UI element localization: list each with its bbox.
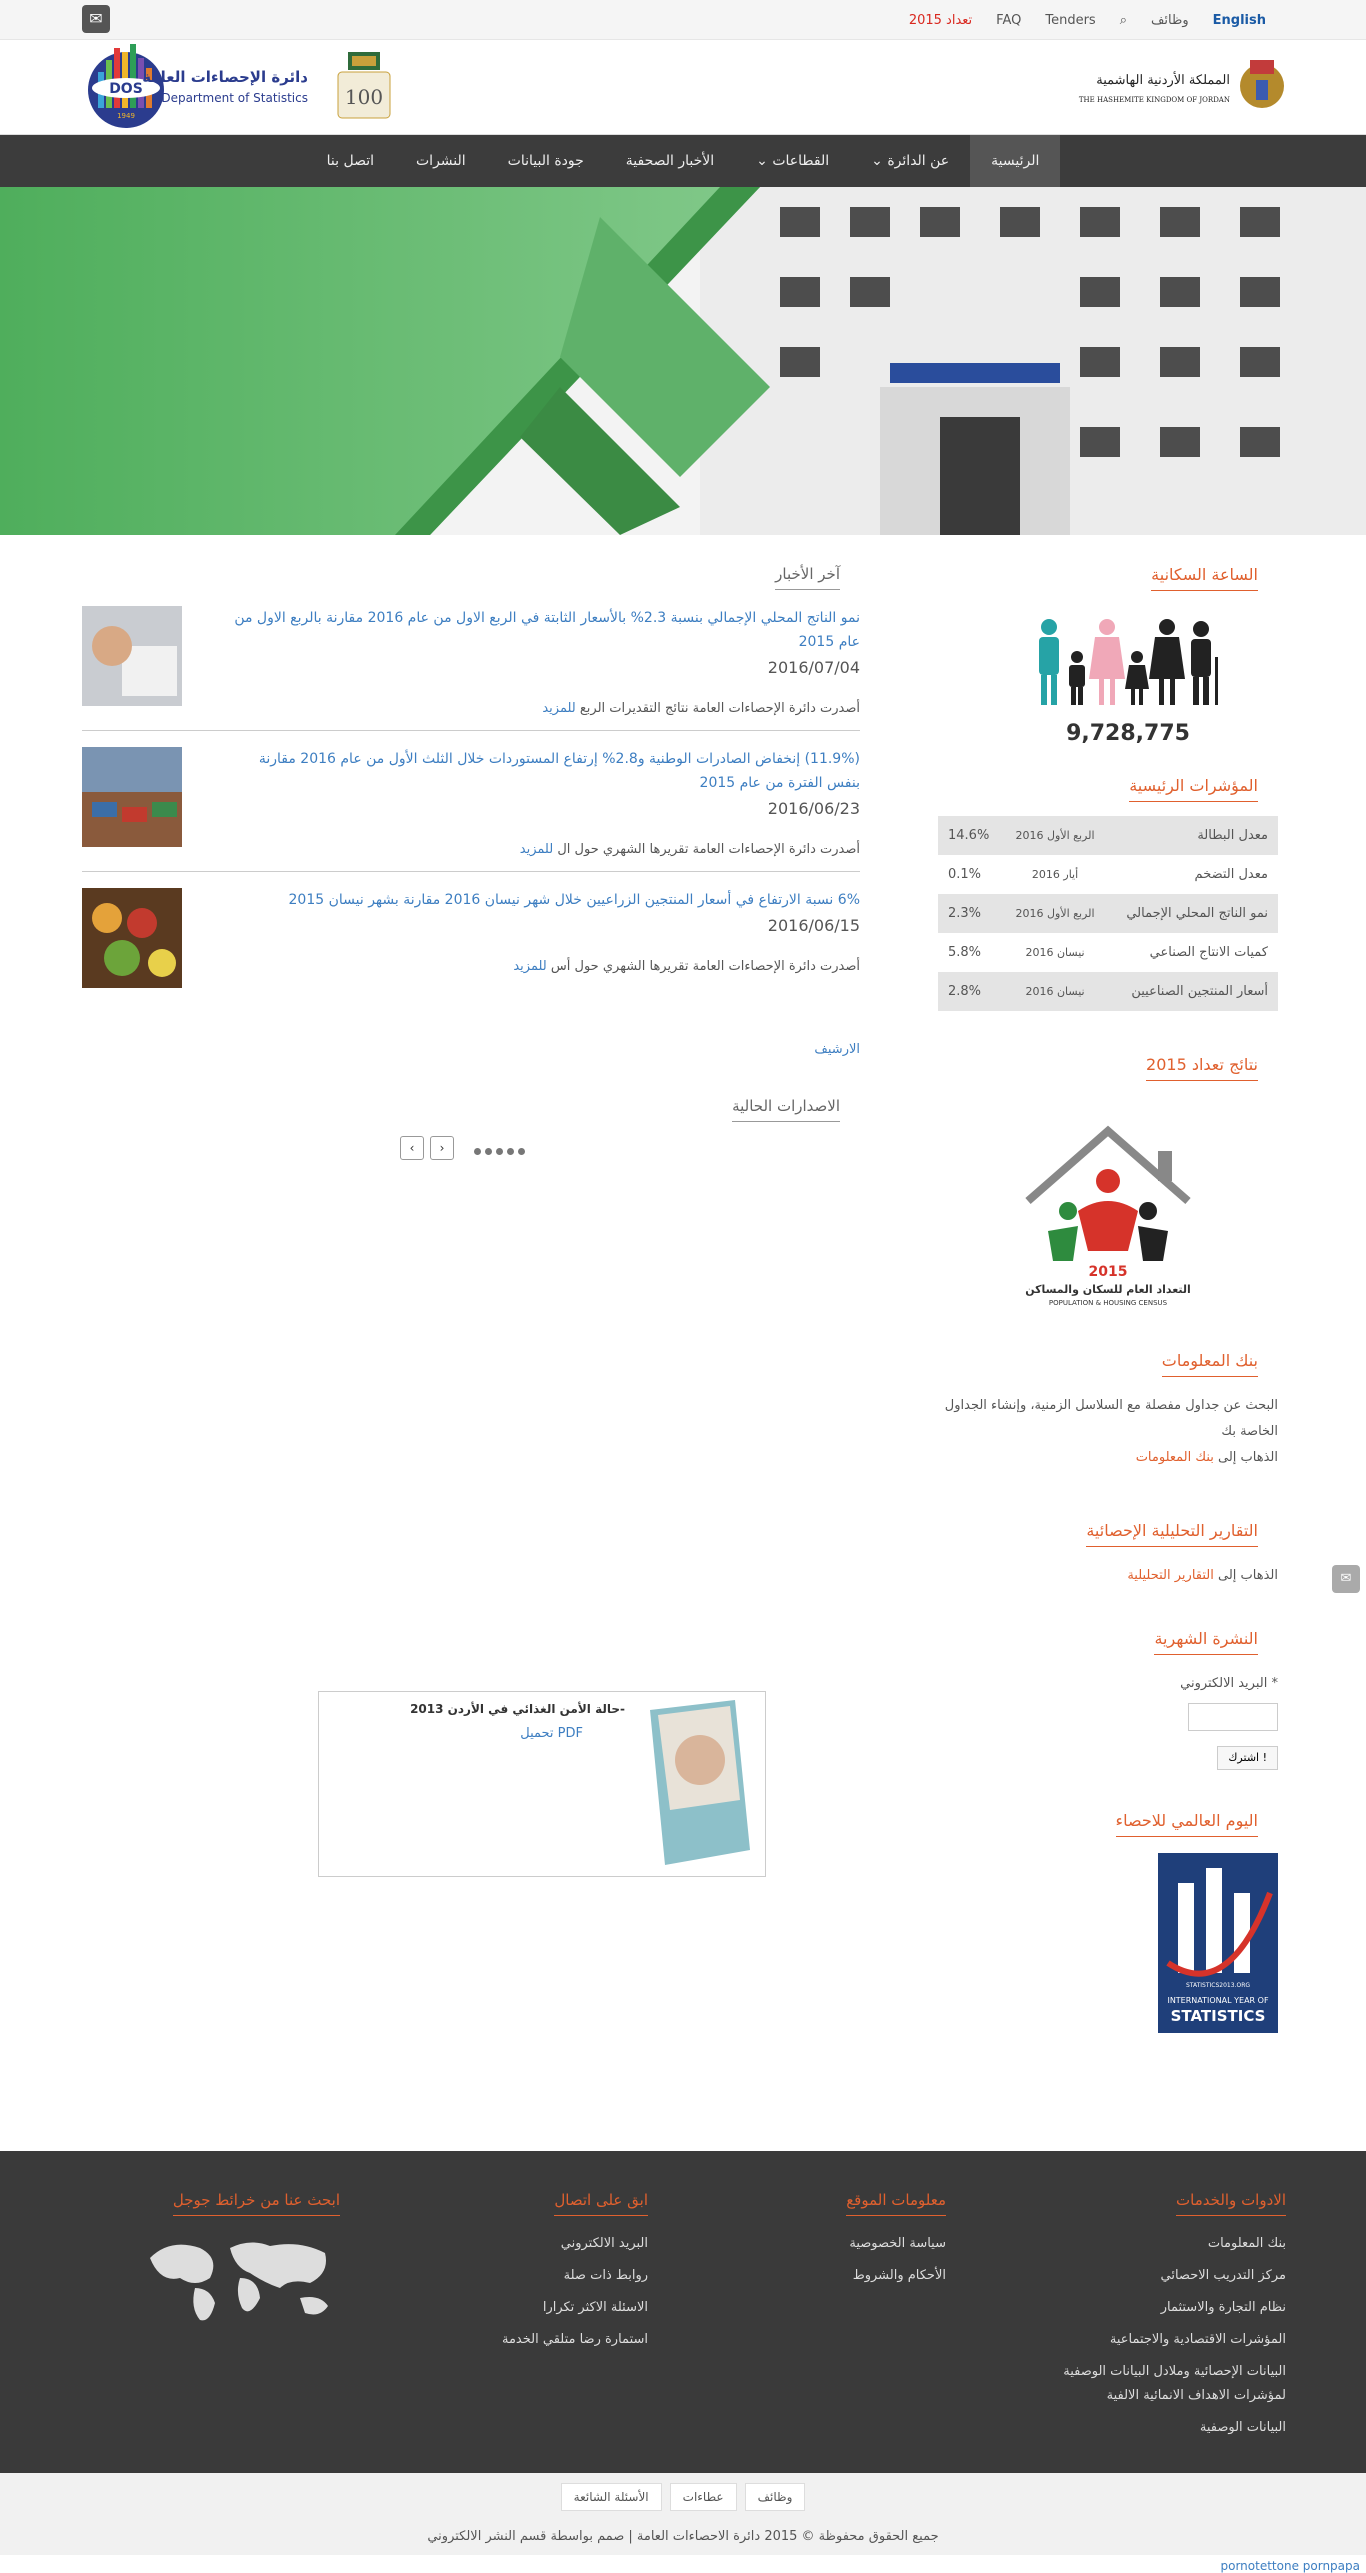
top-bar	[0, 0, 1366, 40]
language-switch[interactable]: English	[1212, 12, 1266, 28]
databank-title: بنك المعلومات	[1162, 1351, 1258, 1377]
site-header	[0, 40, 1366, 135]
footer-map	[140, 2191, 340, 2332]
chevron-down-icon: ⌄	[871, 153, 883, 169]
carousel-prev-button[interactable]: ‹	[400, 1136, 424, 1160]
indicator-value: 2.3%	[938, 894, 1003, 933]
nav-press[interactable]: الأخبار الصحفية	[625, 153, 715, 169]
svg-text:التعداد العام للسكان والمساكن: التعداد العام للسكان والمساكن	[1025, 1283, 1191, 1296]
indicator-value: 5.8%	[948, 945, 982, 960]
news-thumbnail[interactable]	[82, 888, 182, 988]
news-summary	[222, 701, 860, 716]
databank-link[interactable]: بنك المعلومات	[1135, 1450, 1214, 1465]
news-headline[interactable]: (11.9%) إنخفاض الصادرات الوطنية و2.8% إرتفاع المستوردات خلال الثلث الأول من عام 2016 مقارنة بنفس الفترة من عام 2015	[258, 751, 860, 791]
indicator-period: نيسان 2016	[1025, 946, 1085, 959]
indicator-value: 14.6%	[938, 816, 1003, 855]
databank-block	[938, 1393, 1278, 1471]
left-column	[82, 565, 860, 1166]
svg-text:THE HASHEMITE KINGDOM OF JORDA: THE HASHEMITE KINGDOM OF JORDAN	[1078, 96, 1230, 104]
footer-link[interactable]: استمارة رضا متلقي الخدمة	[502, 2332, 648, 2347]
svg-text:المملكة الأردنية الهاشمية: المملكة الأردنية الهاشمية	[1096, 73, 1230, 88]
svg-text:STATISTICS: STATISTICS	[1170, 2007, 1266, 2025]
main-nav	[0, 135, 1366, 187]
news-summary	[222, 959, 860, 974]
nav-quality[interactable]: جودة البيانات	[507, 153, 584, 169]
read-more-link[interactable]: للمزيد	[542, 701, 576, 716]
svg-text:Department of Statistics: Department of Statistics	[161, 91, 308, 105]
footer-link[interactable]: المؤشرات الاقتصادية والاجتماعية	[1109, 2332, 1286, 2347]
bids-link[interactable]: عطاءات	[670, 2483, 737, 2511]
indicator-name: معدل البطالة	[1107, 816, 1278, 855]
jobs-link[interactable]: وظائف	[745, 2483, 806, 2511]
indicator-value: 0.1%	[948, 867, 982, 882]
footer-contact-title: ابق على اتصال	[554, 2191, 648, 2216]
kingdom-logo	[1076, 44, 1286, 124]
indicator-name: نمو الناتج المحلي الإجمالي	[1107, 894, 1278, 933]
mail-icon[interactable]: ✉	[82, 5, 110, 33]
databank-go: الذهاب إلى	[1218, 1450, 1278, 1465]
footer	[0, 2151, 1366, 2473]
email-label: البريد الالكتروني *	[1180, 1676, 1278, 1691]
nav-sectors-label: القطاعات	[772, 153, 830, 169]
footer-link[interactable]: بنك المعلومات	[1207, 2236, 1286, 2251]
footer-link[interactable]: روابط ذات صلة	[563, 2268, 648, 2283]
reports-block	[938, 1563, 1278, 1589]
footer-tools-title: الادوات والخدمات	[1176, 2191, 1286, 2216]
svg-text:1949: 1949	[117, 112, 135, 120]
subscribe-button[interactable]: اشترك !	[1217, 1746, 1278, 1770]
nav-publications[interactable]: النشرات	[416, 153, 466, 169]
reports-link[interactable]: التقارير التحليلية	[1127, 1568, 1214, 1583]
news-headline[interactable]: نمو الناتج المحلي الإجمالي بنسبة 2.3% بالأسعار الثابتة في الربع الاول من عام 2016 مقارنة بالربع الاول من عام 2015	[234, 610, 860, 650]
nav-about[interactable]	[850, 135, 970, 187]
footer-link[interactable]: الأحكام والشروط	[852, 2268, 946, 2283]
indicator-name: أسعار المنتجين الصناعيين	[1107, 972, 1278, 1011]
footer-link[interactable]: البيانات الوصفية	[1199, 2420, 1286, 2435]
chevron-down-icon: ⌄	[756, 153, 768, 169]
reports-title: التقارير التحليلية الإحصائية	[1086, 1521, 1258, 1547]
news-item	[82, 590, 860, 731]
archive-link[interactable]: الارشيف	[814, 1042, 860, 1057]
nav-contact[interactable]: اتصل بنا	[326, 153, 374, 169]
indicator-name: معدل التضخم	[1194, 867, 1268, 882]
newsletter-form	[938, 1671, 1278, 1771]
top-links	[909, 0, 1266, 40]
news-thumbnail[interactable]	[82, 606, 182, 706]
footer-link[interactable]: مركز التدريب الاحصائي	[1160, 2268, 1286, 2283]
population-clock	[938, 617, 1278, 746]
databank-text: البحث عن جداول مفصلة مع السلاسل الزمنية، وإنشاء الجداول الخاصة بك	[944, 1398, 1278, 1439]
right-sidebar	[938, 565, 1278, 2033]
news-date: 2016/06/23	[767, 799, 860, 818]
world-stats-day-title: اليوم العالمي للاحصاء	[1116, 1811, 1258, 1837]
indicators-title: المؤشرات الرئيسية	[1129, 776, 1258, 802]
nav-home[interactable]: الرئيسية	[970, 135, 1060, 187]
search-icon[interactable]: ⌕	[1119, 12, 1127, 28]
publications-title: الاصدارات الحالية	[732, 1097, 840, 1122]
footer-siteinfo	[766, 2191, 946, 2292]
indicator-period: أيار 2016	[1031, 868, 1079, 881]
indicator-period: الربع الأول 2016	[1003, 894, 1108, 933]
read-more-link[interactable]: للمزيد	[519, 842, 554, 857]
hero-image	[0, 187, 1366, 535]
world-map-icon[interactable]	[140, 2228, 340, 2328]
census-logo[interactable]	[1008, 1111, 1208, 1311]
footer-link[interactable]: البيانات الإحصائية وملادل البيانات الوصفية لمؤشرات الاهداف الانمائية الالفية	[1063, 2364, 1286, 2403]
svg-text:INTERNATIONAL YEAR OF: INTERNATIONAL YEAR OF	[1167, 1996, 1269, 2005]
news-date: 2016/07/04	[767, 658, 860, 677]
population-clock-title: الساعة السكانية	[1151, 565, 1258, 591]
svg-text:دائرة الإحصاءات العامة: دائرة الإحصاءات العامة	[142, 68, 308, 86]
news-title: آخر الأخبار	[775, 565, 840, 590]
tenders-link[interactable]: Tenders	[1045, 12, 1096, 28]
footer-siteinfo-title: معلومات الموقع	[846, 2191, 946, 2216]
svg-text:100: 100	[344, 85, 384, 109]
svg-text:2015: 2015	[1088, 1264, 1128, 1280]
news-summary-text: أصدرت دائرة الإحصاءات العامة نتائج التقديرات الربع	[579, 701, 860, 716]
news-summary-text: أصدرت دائرة الإحصاءات العامة تقريرها الشهري حول أس	[550, 959, 860, 974]
indicator-row[interactable]	[938, 816, 1278, 855]
floating-mail-icon[interactable]: ✉	[1332, 1565, 1360, 1593]
footer-link[interactable]: سياسة الخصوصية	[849, 2236, 946, 2251]
indicator-row[interactable]	[938, 972, 1278, 1011]
faq-link[interactable]: الأسئلة الشائعة	[561, 2483, 662, 2511]
svg-text:POPULATION & HOUSING CENSUS: POPULATION & HOUSING CENSUS	[1048, 1299, 1168, 1307]
census-title: نتائج تعداد 2015	[1146, 1055, 1258, 1081]
carousel-dots[interactable]	[472, 1144, 527, 1159]
news-thumbnail[interactable]	[82, 747, 182, 847]
faq-link[interactable]: FAQ	[996, 12, 1022, 28]
publication-title: حالة الأمن الغذائي في الأردن 2013-	[410, 1702, 625, 1716]
nav-sectors[interactable]	[735, 135, 850, 187]
census-link[interactable]: تعداد 2015	[908, 12, 973, 28]
read-more-link[interactable]: للمزيد	[513, 959, 547, 974]
family-icon	[1033, 617, 1223, 707]
indicator-value: 2.8%	[938, 972, 1003, 1011]
svg-text:STATISTICS2013.ORG: STATISTICS2013.ORG	[1185, 1982, 1251, 1989]
email-field[interactable]	[1188, 1703, 1278, 1731]
indicator-name: كميات الانتاج الصناعي	[1149, 945, 1268, 960]
news-item	[82, 872, 860, 1002]
carousel-next-button[interactable]: ›	[430, 1136, 454, 1160]
footer-contact	[448, 2191, 648, 2356]
indicator-row[interactable]	[938, 894, 1278, 933]
footer-map-title: ابحث عنا من خرائط جوجل	[173, 2191, 340, 2216]
carousel-controls	[82, 1136, 860, 1166]
copyright: جميع الحقوق محفوظة © 2015 دائرة الاحصاءات العامة | صمم بواسطة قسم النشر الالكتروني	[427, 2529, 939, 2544]
pdf-download-link[interactable]: تحميل PDF	[520, 1726, 583, 1741]
news-item	[82, 731, 860, 872]
reports-go: الذهاب إلى	[1218, 1568, 1278, 1583]
news-headline[interactable]: 6% نسبة الارتفاع في أسعار المنتجين الزراعيين خلال شهر نيسان 2016 مقارنة بشهر نيسان 2015	[288, 892, 860, 908]
statistics-year-logo[interactable]	[1158, 1853, 1278, 2033]
footer-tools	[1026, 2191, 1286, 2444]
footer-link[interactable]: نظام التجارة والاستثمار	[1160, 2300, 1286, 2315]
footer-link[interactable]: البريد الالكتروني	[560, 2236, 648, 2251]
dos-logo[interactable]	[86, 42, 316, 132]
jobs-link[interactable]: وظائف	[1150, 12, 1189, 28]
hero-banner	[0, 187, 1366, 535]
sub-footer	[0, 2473, 1366, 2555]
footer-link[interactable]: الاسئلة الاكثر تكرارا	[542, 2300, 648, 2315]
svg-text:DOS: DOS	[109, 81, 143, 97]
indicator-period: الربع الأول 2016	[1003, 816, 1108, 855]
indicator-period: نيسان 2016	[1003, 972, 1108, 1011]
news-summary	[222, 842, 860, 857]
nav-about-label: عن الدائرة	[887, 153, 950, 169]
population-count: 9,728,775	[1066, 721, 1190, 746]
centenary-logo	[334, 50, 394, 126]
publication-card	[318, 1691, 766, 1877]
newsletter-title: النشرة الشهرية	[1154, 1629, 1258, 1655]
publication-cover[interactable]	[640, 1700, 755, 1865]
news-date: 2016/06/15	[767, 916, 860, 935]
sub-footer-links	[0, 2483, 1366, 2511]
powered-by-link[interactable]: pornotettone pornpapa	[1220, 2559, 1360, 2573]
indicator-row[interactable]	[938, 933, 1278, 972]
news-summary-text: أصدرت دائرة الإحصاءات العامة تقريرها الشهري حول ال	[557, 842, 860, 857]
indicator-row[interactable]	[938, 855, 1278, 894]
indicators-table	[938, 816, 1278, 1011]
